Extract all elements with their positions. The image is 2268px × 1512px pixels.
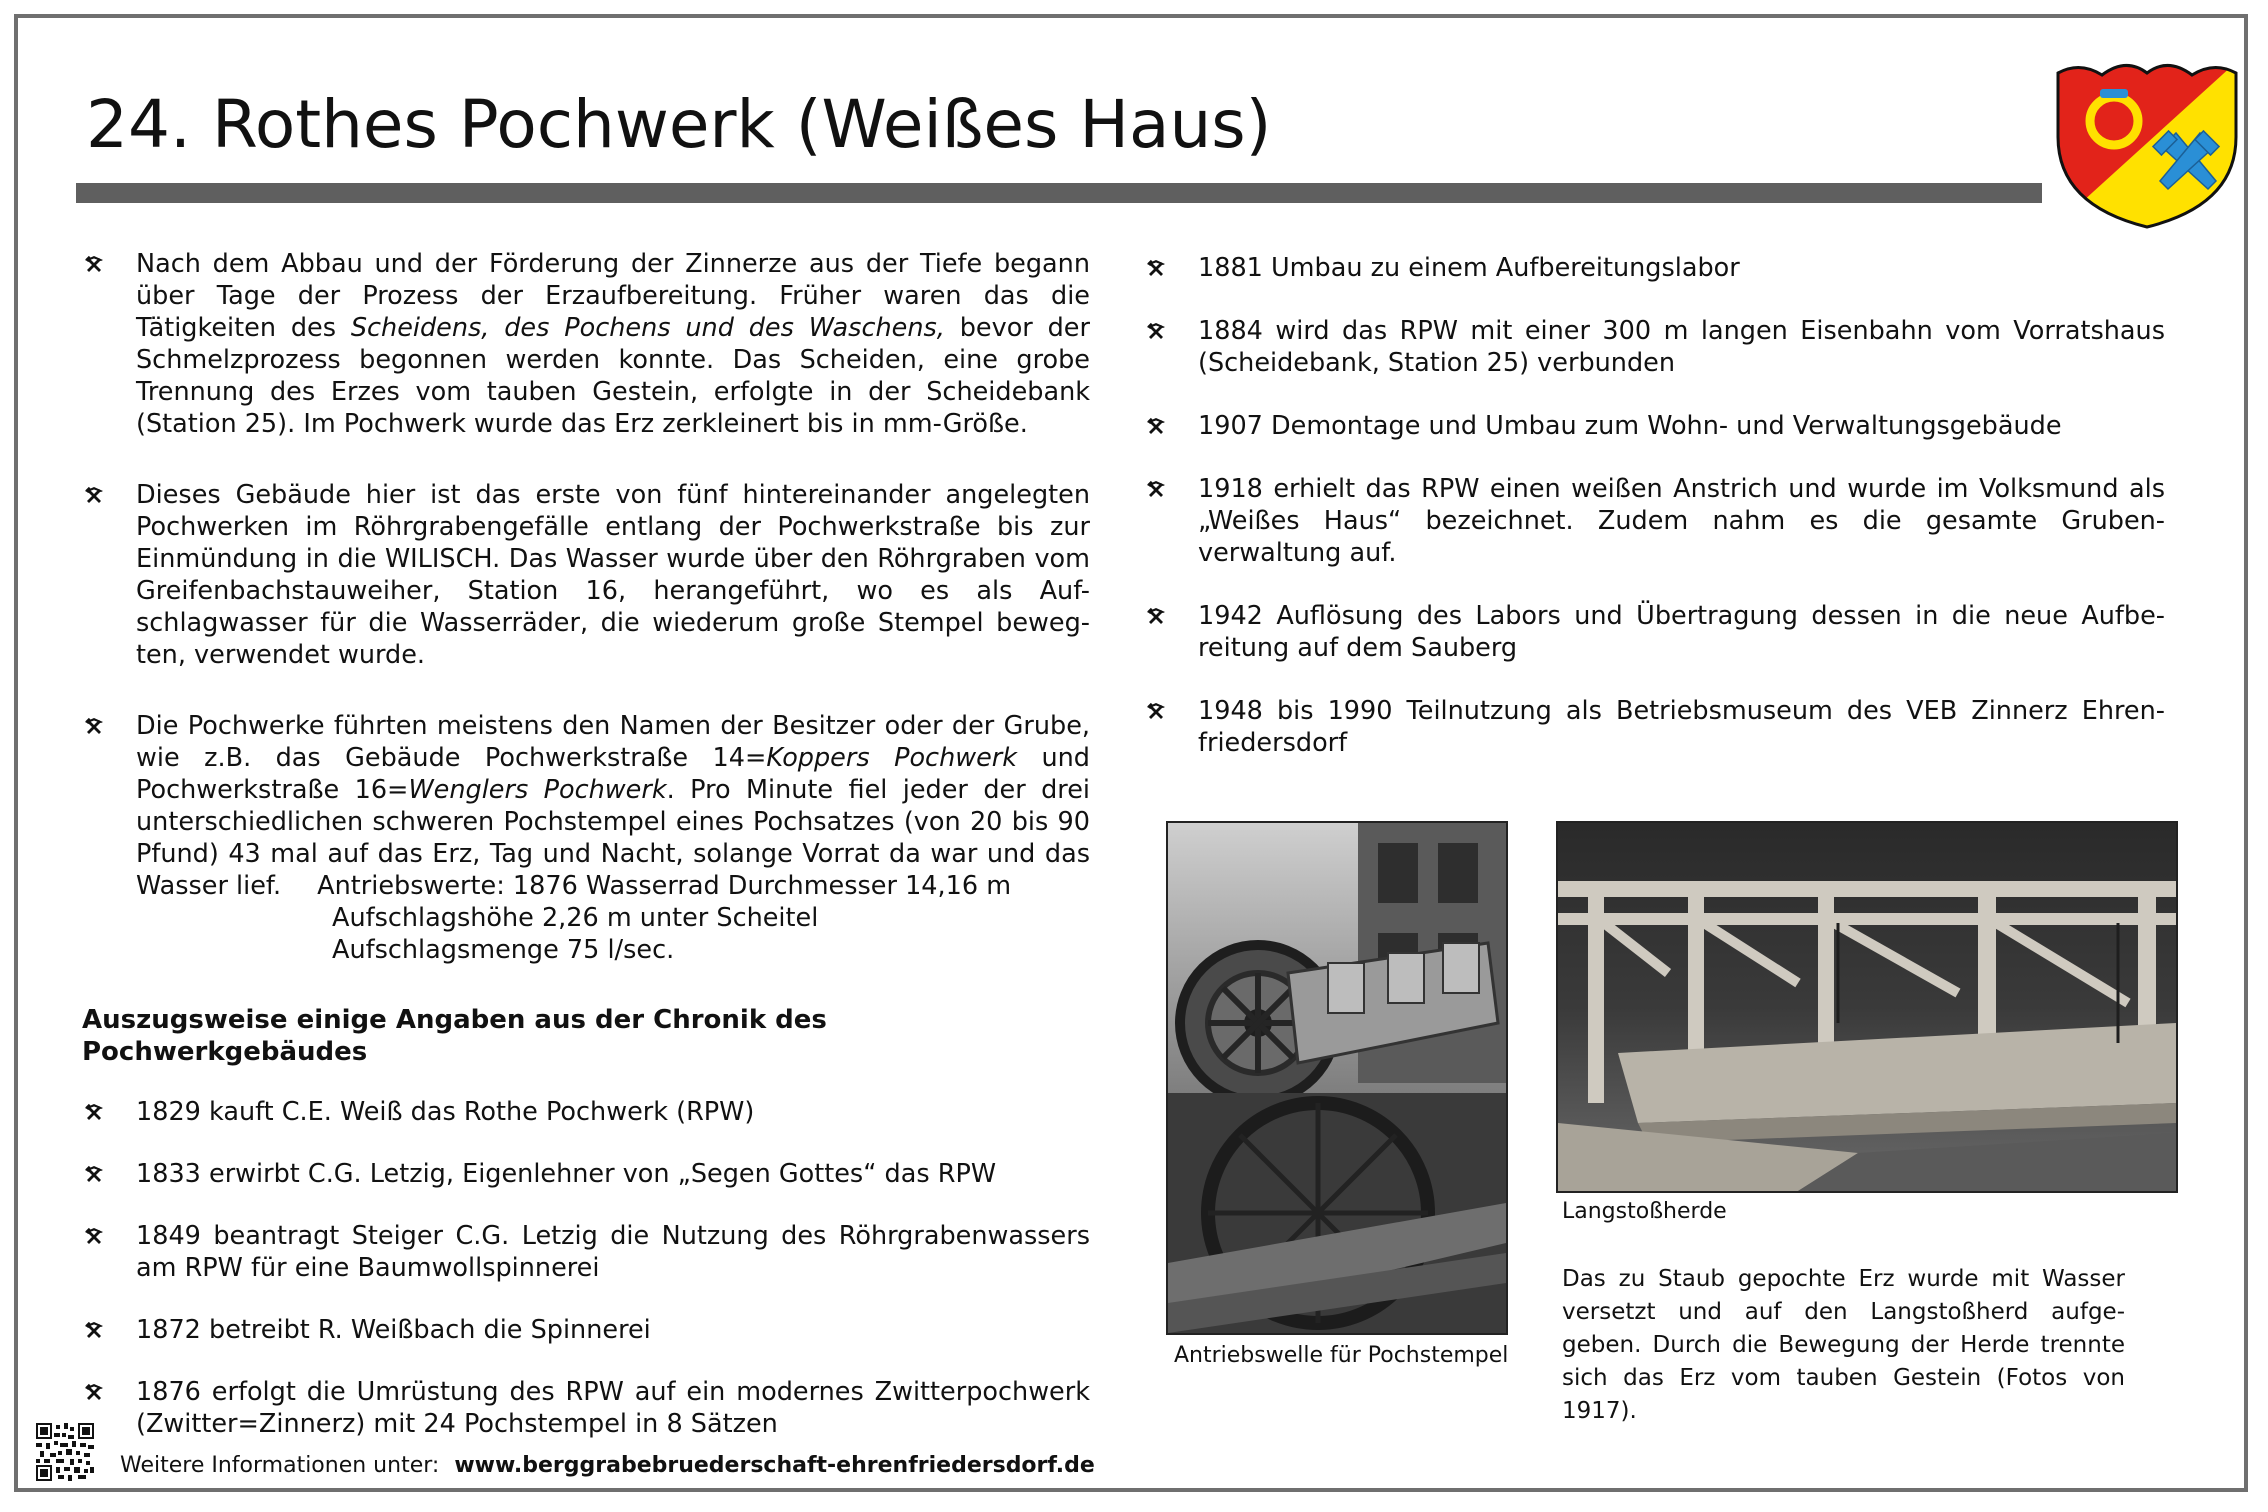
- hammer-and-pick-icon: [1144, 319, 1168, 343]
- drive-values-2: Aufschlagshöhe 2,26 m unter Scheitel: [332, 903, 819, 933]
- hammer-and-pick-icon: [82, 1380, 106, 1404]
- list-item: 1876 erfolgt die Umrüstung des RPW auf ein modernes Zwitterpochwerk (Zwitter=Zinnerz) mit 24 Pochstempel in 8 Sätzen: [80, 1376, 1090, 1440]
- drive-values-1: Antriebswerte: 1876 Wasserrad Durchmesser 14,16 m: [317, 871, 1012, 901]
- hammer-and-pick-icon: [82, 1224, 106, 1248]
- list-item: 1881 Umbau zu einem Aufbereitungslabor: [1142, 252, 2165, 284]
- footer: [120, 1452, 1095, 1480]
- list-item: 1942 Auflösung des Labors und Übertragung dessen in die neue Aufbe-reitung auf dem Sauberg: [1142, 600, 2165, 664]
- title-bar: [76, 183, 2042, 203]
- hammer-and-pick-icon: [1144, 414, 1168, 438]
- list-item: 1849 beantragt Steiger C.G. Letzig die Nutzung des Röhrgrabenwassers am RPW für eine Baumwollspinnerei: [80, 1220, 1090, 1284]
- hammer-and-pick-icon: [1144, 477, 1168, 501]
- hammer-and-pick-icon: [82, 252, 106, 276]
- list-item: 1907 Demontage und Umbau zum Wohn- und Verwaltungsgebäude: [1142, 410, 2165, 442]
- paragraph-building: Dieses Gebäude hier ist das erste von fünf hintereinander angelegten Pochwerken im Röhrgrabengefälle entlang der Pochwerkstraße bis zur Einmündung in die WILISCH. Das Wasser wurde über den Röhrgraben vom Greifenbachstauweiher, Station 16, herangeführt, wo es als Auf-schlagwasser für die Wasserräder, die wiederum große Stempel beweg-ten, verwendet wurde.: [80, 479, 1090, 671]
- photo-caption-drive-shaft: Antriebswelle für Pochstempel: [1174, 1343, 1509, 1368]
- hammer-and-pick-icon: [1144, 256, 1168, 280]
- photo-caption-long-stoss: Langstoßherde: [1562, 1199, 1727, 1224]
- paragraph-intro: Nach dem Abbau und der Förderung der Zinnerze aus der Tiefe begann über Tage der Prozess der Erzaufbereitung. Früher waren das die Tätigkeiten des Scheidens, des Pochens und des Waschens, bevor der Schmelzprozess begonnen werden konnte. Das Scheiden, eine grobe Trennung des Erzes vom tauben Gestein, erfolgte in der Scheidebank (Station 25). Im Pochwerk wurde das Erz zerkleinert bis in mm-Größe.: [80, 248, 1090, 440]
- photo-long-stoss-tables: [1556, 821, 2178, 1193]
- coat-of-arms-icon: [2050, 55, 2244, 231]
- page-title: 24. Rothes Pochwerk (Weißes Haus): [86, 86, 1272, 163]
- hammer-and-pick-icon: [82, 1100, 106, 1124]
- hammer-and-pick-icon: [82, 1162, 106, 1186]
- drive-values-3: Aufschlagsmenge 75 l/sec.: [332, 935, 675, 965]
- footer-label: Weitere Informationen unter:: [120, 1453, 440, 1478]
- list-item: 1918 erhielt das RPW einen weißen Anstrich und wurde im Volksmund als „Weißes Haus“ bezeichnet. Zudem nahm es die gesamte Gruben-verwaltung auf.: [1142, 473, 2165, 569]
- list-item: 1833 erwirbt C.G. Letzig, Eigenlehner von „Segen Gottes“ das RPW: [80, 1158, 1090, 1190]
- photo-drive-shaft: [1166, 821, 1508, 1335]
- list-item: 1829 kauft C.E. Weiß das Rothe Pochwerk (RPW): [80, 1096, 1090, 1128]
- qr-code-icon[interactable]: [36, 1423, 94, 1481]
- hammer-and-pick-icon: [82, 1318, 106, 1342]
- paragraph-names: Die Pochwerke führten meistens den Namen der Besitzer oder der Grube, wie z.B. das Gebäude Pochwerkstraße 14=Koppers Pochwerk und Pochwerkstraße 16=Wenglers Pochwerk. Pro Minute fiel jeder der drei unterschiedlichen schweren Pochstempel eines Pochsatzes (von 20 bis 90 Pfund) 43 mal auf das Erz, Tag und Nacht, solange Vorrat da war und das Wasser lief. Antriebswerte: 1876 Wasserrad Durchmesser 14,16 m Aufschlagshöhe 2,26 m unter Scheitel Aufschlagsmenge 75 l/sec.: [80, 710, 1090, 966]
- website-link[interactable]: www.berggrabebruederschaft-ehrenfriedersdorf.de: [454, 1453, 1095, 1478]
- list-item: 1884 wird das RPW mit einer 300 m langen Eisenbahn vom Vorratshaus (Scheidebank, Station 25) verbunden: [1142, 315, 2165, 379]
- list-item: 1948 bis 1990 Teilnutzung als Betriebsmuseum des VEB Zinnerz Ehren-friedersdorf: [1142, 695, 2165, 759]
- photo-description: Das zu Staub gepochte Erz wurde mit Wasser versetzt und auf den Langstoßherd aufge-geben. Durch die Bewegung der Herde trennte sich das Erz vom tauben Gestein (Fotos von 1917).: [1562, 1266, 2125, 1424]
- chronicle-heading: Auszugsweise einige Angaben aus der Chronik des Pochwerkgebäudes: [82, 1005, 827, 1067]
- list-item: 1872 betreibt R. Weißbach die Spinnerei: [80, 1314, 1090, 1346]
- hammer-and-pick-icon: [1144, 699, 1168, 723]
- left-column: [80, 248, 1090, 1440]
- right-column: [1142, 252, 2165, 759]
- hammer-and-pick-icon: [82, 714, 106, 738]
- hammer-and-pick-icon: [1144, 604, 1168, 628]
- hammer-and-pick-icon: [82, 483, 106, 507]
